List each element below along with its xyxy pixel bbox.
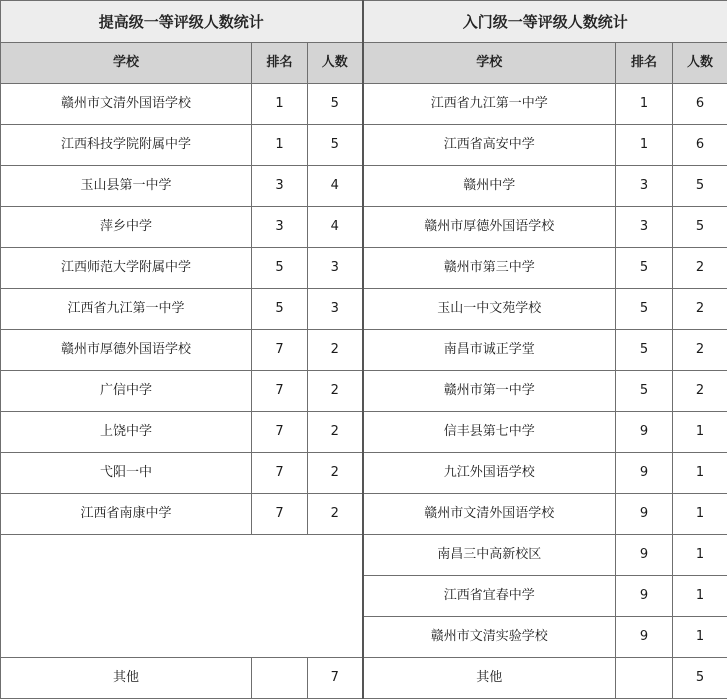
table-row <box>1 166 727 207</box>
table-row <box>1 289 727 330</box>
beginner-school-cell: 信丰县第七中学 <box>363 412 616 453</box>
beginner-count-cell: 1 <box>673 453 727 494</box>
beginner-count-cell: 1 <box>673 576 727 617</box>
beginner-school-cell: 赣州市文清外国语学校 <box>363 494 616 535</box>
table-row <box>1 125 727 166</box>
beginner-table-title: 入门级一等评级人数统计 <box>363 1 727 43</box>
advanced-count-cell: 2 <box>308 494 363 535</box>
advanced-school-header: 学校 <box>1 43 252 84</box>
advanced-rank-cell: 5 <box>252 248 308 289</box>
beginner-school-cell: 九江外国语学校 <box>363 453 616 494</box>
beginner-count-cell: 2 <box>673 289 727 330</box>
advanced-count-cell: 4 <box>308 207 363 248</box>
advanced-count-cell: 5 <box>308 125 363 166</box>
beginner-school-cell: 江西省宜春中学 <box>363 576 616 617</box>
advanced-rank-cell: 5 <box>252 289 308 330</box>
beginner-rank-cell: 9 <box>616 494 673 535</box>
advanced-count-cell: 2 <box>308 412 363 453</box>
advanced-school-cell: 上饶中学 <box>1 412 252 453</box>
beginner-other-rank <box>616 658 673 699</box>
beginner-rank-cell: 5 <box>616 371 673 412</box>
beginner-count-cell: 6 <box>673 125 727 166</box>
beginner-rank-cell: 9 <box>616 453 673 494</box>
table-row <box>1 84 727 125</box>
advanced-rank-cell: 3 <box>252 166 308 207</box>
beginner-school-cell: 赣州市第三中学 <box>363 248 616 289</box>
beginner-count-header: 人数 <box>673 43 727 84</box>
beginner-school-cell: 赣州中学 <box>363 166 616 207</box>
beginner-school-cell: 南昌市诚正学堂 <box>363 330 616 371</box>
advanced-rank-cell: 1 <box>252 125 308 166</box>
other-row <box>1 658 727 699</box>
advanced-other-count: 7 <box>308 658 363 699</box>
advanced-rank-cell: 7 <box>252 330 308 371</box>
beginner-school-cell: 赣州市第一中学 <box>363 371 616 412</box>
advanced-rank-header: 排名 <box>252 43 308 84</box>
beginner-count-cell: 1 <box>673 617 727 658</box>
beginner-rank-cell: 9 <box>616 576 673 617</box>
beginner-rank-cell: 3 <box>616 207 673 248</box>
advanced-count-cell: 5 <box>308 84 363 125</box>
advanced-rank-cell: 7 <box>252 371 308 412</box>
advanced-rank-cell: 3 <box>252 207 308 248</box>
table-row <box>1 453 727 494</box>
beginner-school-cell: 南昌三中高新校区 <box>363 535 616 576</box>
beginner-other-count: 5 <box>673 658 727 699</box>
advanced-rank-cell: 1 <box>252 84 308 125</box>
header-row <box>1 43 727 84</box>
advanced-school-cell: 萍乡中学 <box>1 207 252 248</box>
advanced-count-cell: 2 <box>308 330 363 371</box>
beginner-count-cell: 2 <box>673 330 727 371</box>
beginner-rank-cell: 3 <box>616 166 673 207</box>
advanced-school-cell: 玉山县第一中学 <box>1 166 252 207</box>
beginner-count-cell: 6 <box>673 84 727 125</box>
beginner-count-cell: 5 <box>673 166 727 207</box>
beginner-rank-cell: 5 <box>616 248 673 289</box>
advanced-table-title: 提高级一等评级人数统计 <box>1 1 363 43</box>
advanced-count-cell: 4 <box>308 166 363 207</box>
advanced-empty-area <box>1 535 363 658</box>
advanced-count-cell: 3 <box>308 289 363 330</box>
advanced-school-cell: 江西省南康中学 <box>1 494 252 535</box>
beginner-rank-cell: 9 <box>616 535 673 576</box>
beginner-school-cell: 赣州市文清实验学校 <box>363 617 616 658</box>
advanced-count-header: 人数 <box>308 43 363 84</box>
table-row <box>1 371 727 412</box>
beginner-rank-cell: 1 <box>616 84 673 125</box>
advanced-rank-cell: 7 <box>252 412 308 453</box>
beginner-other-label: 其他 <box>363 658 616 699</box>
beginner-count-cell: 5 <box>673 207 727 248</box>
beginner-count-cell: 1 <box>673 494 727 535</box>
beginner-rank-cell: 5 <box>616 289 673 330</box>
beginner-school-cell: 江西省九江第一中学 <box>363 84 616 125</box>
beginner-count-cell: 2 <box>673 371 727 412</box>
advanced-school-cell: 赣州市文清外国语学校 <box>1 84 252 125</box>
table-row <box>1 412 727 453</box>
advanced-other-label: 其他 <box>1 658 252 699</box>
title-row <box>1 1 727 43</box>
advanced-school-cell: 弋阳一中 <box>1 453 252 494</box>
beginner-school-header: 学校 <box>363 43 616 84</box>
advanced-school-cell: 江西省九江第一中学 <box>1 289 252 330</box>
beginner-rank-header: 排名 <box>616 43 673 84</box>
advanced-count-cell: 2 <box>308 453 363 494</box>
advanced-rank-cell: 7 <box>252 453 308 494</box>
table-row <box>1 248 727 289</box>
beginner-rank-cell: 9 <box>616 412 673 453</box>
advanced-school-cell: 江西师范大学附属中学 <box>1 248 252 289</box>
advanced-rank-cell: 7 <box>252 494 308 535</box>
beginner-school-cell: 玉山一中文苑学校 <box>363 289 616 330</box>
advanced-other-rank <box>252 658 308 699</box>
beginner-count-cell: 1 <box>673 535 727 576</box>
beginner-count-cell: 2 <box>673 248 727 289</box>
advanced-school-cell: 江西科技学院附属中学 <box>1 125 252 166</box>
advanced-count-cell: 3 <box>308 248 363 289</box>
table-row <box>1 330 727 371</box>
advanced-school-cell: 广信中学 <box>1 371 252 412</box>
advanced-school-cell: 赣州市厚德外国语学校 <box>1 330 252 371</box>
table-row <box>1 494 727 535</box>
beginner-rank-cell: 9 <box>616 617 673 658</box>
beginner-rank-cell: 1 <box>616 125 673 166</box>
beginner-school-cell: 赣州市厚德外国语学校 <box>363 207 616 248</box>
beginner-count-cell: 1 <box>673 412 727 453</box>
table-row <box>1 535 727 576</box>
beginner-rank-cell: 5 <box>616 330 673 371</box>
table-row <box>1 207 727 248</box>
beginner-school-cell: 江西省高安中学 <box>363 125 616 166</box>
advanced-count-cell: 2 <box>308 371 363 412</box>
